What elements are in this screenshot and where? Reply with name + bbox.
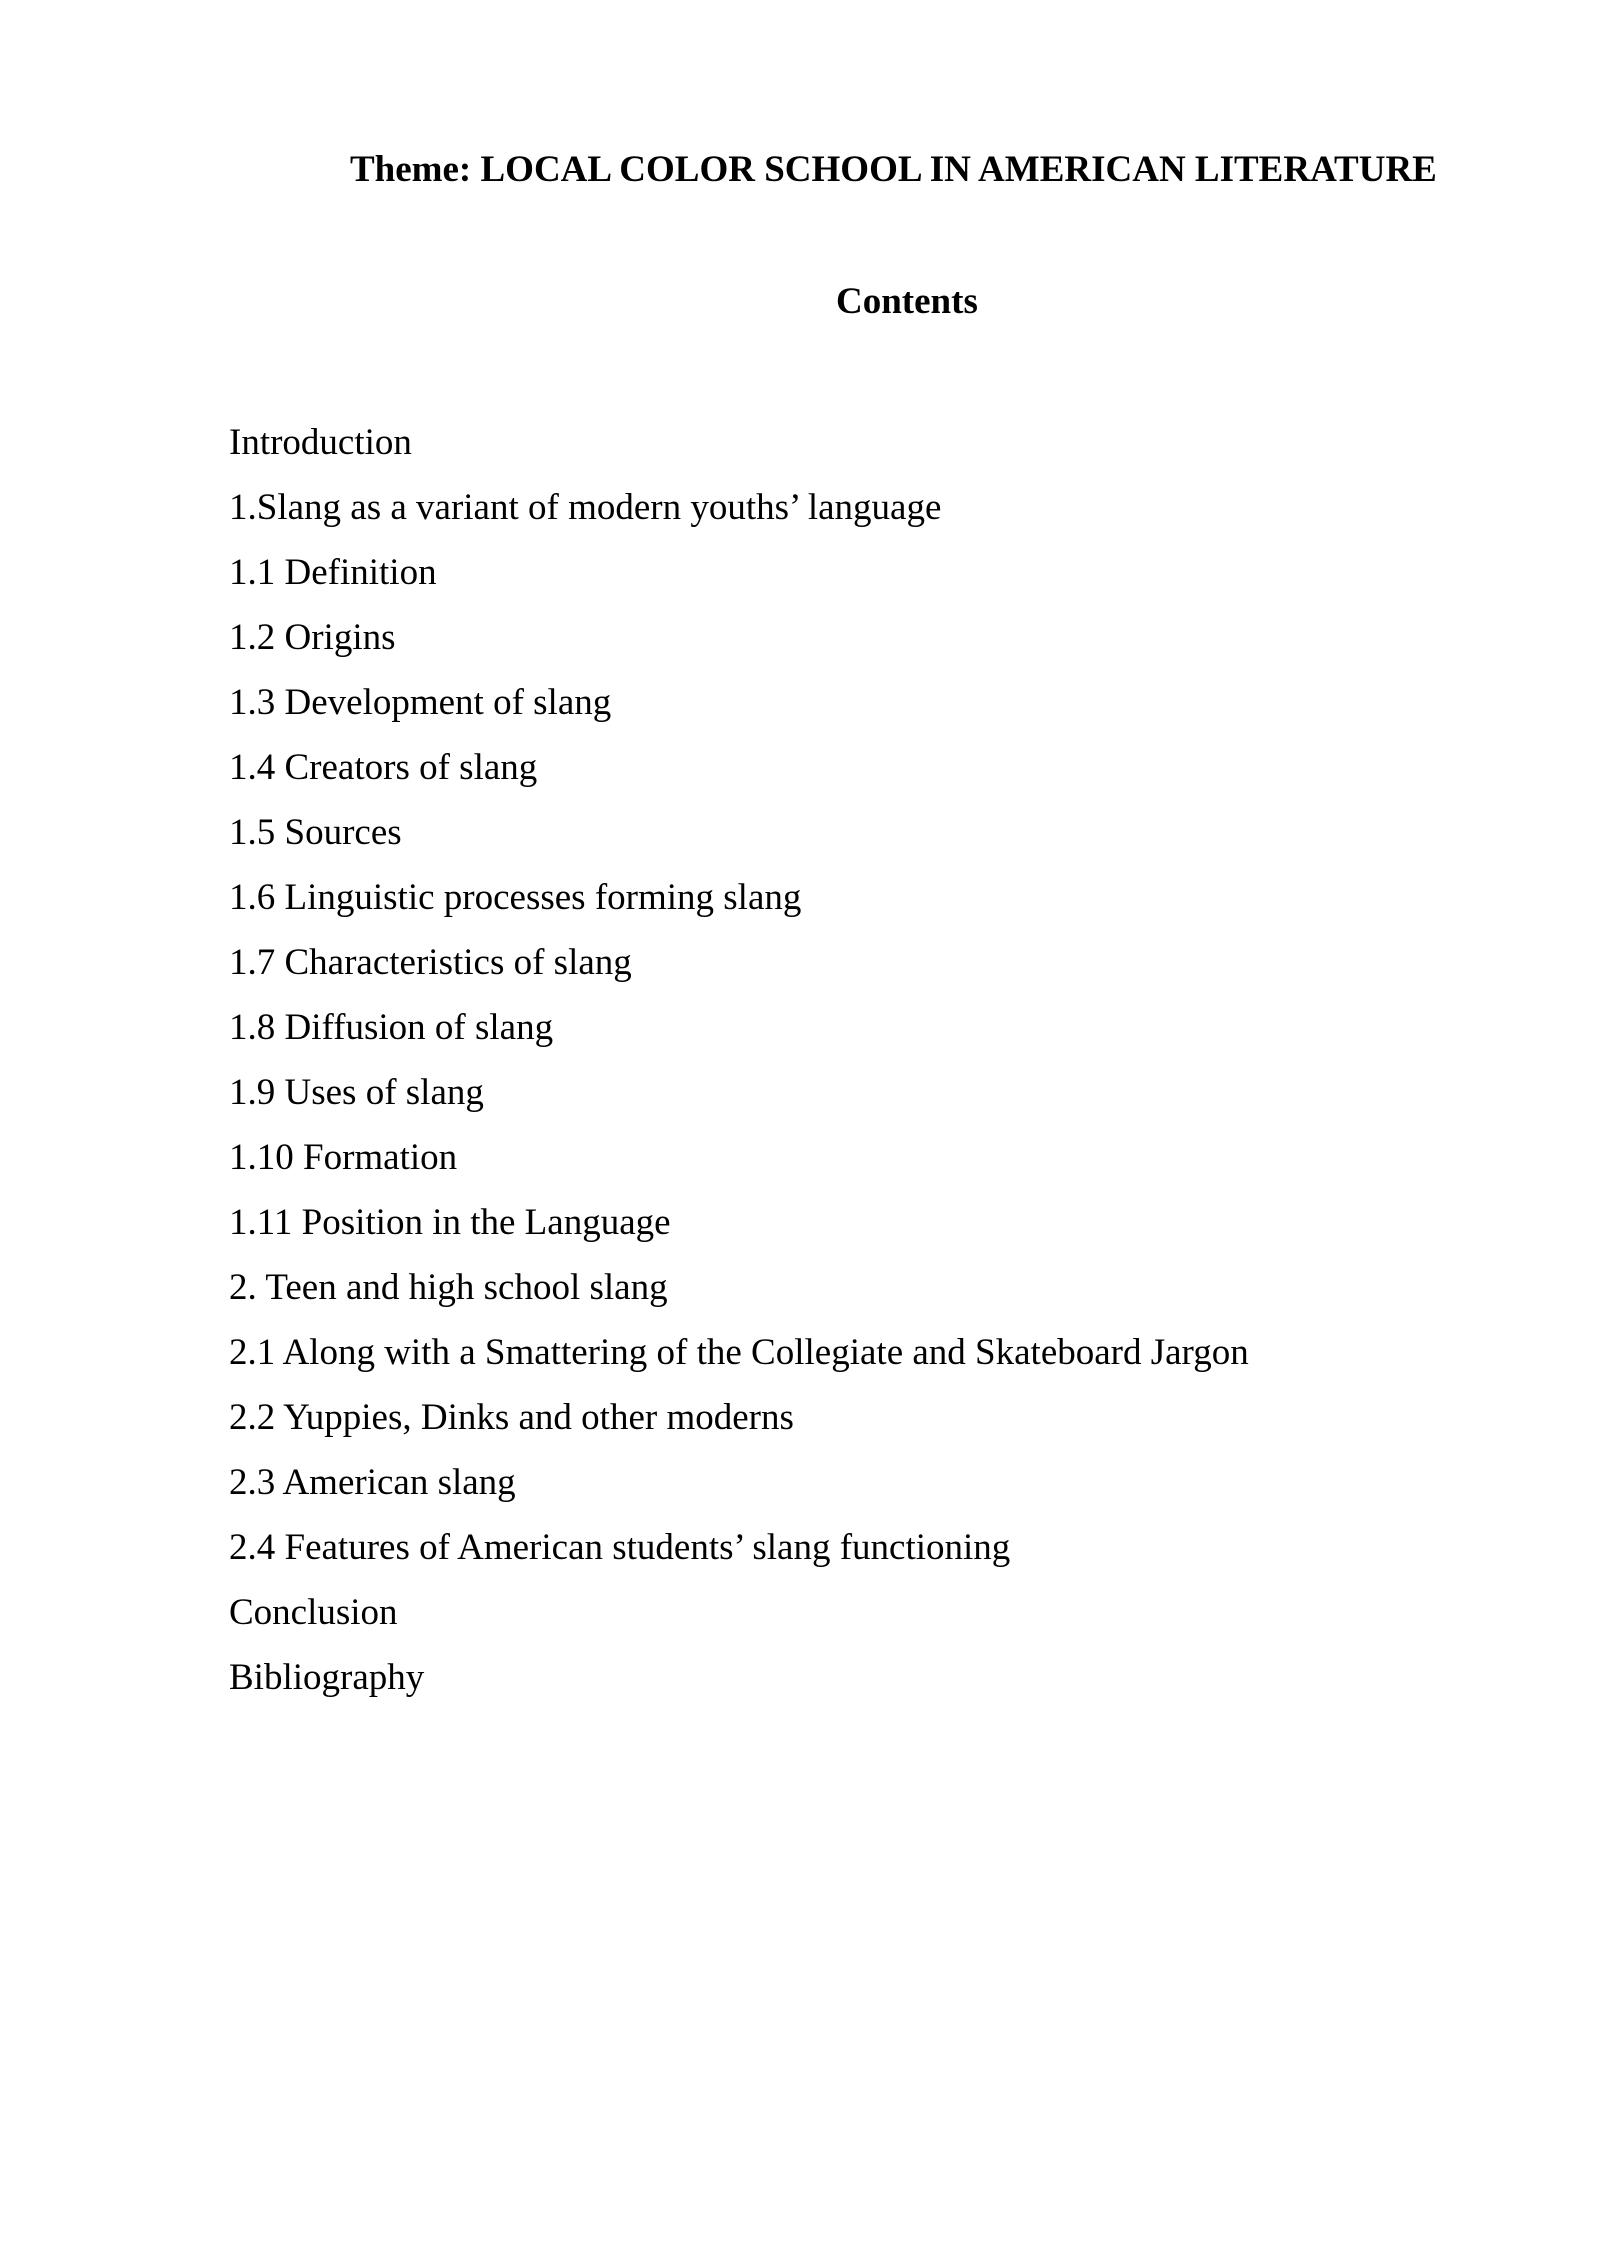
toc-item-1-6: 1.6 Linguistic processes forming slang xyxy=(229,877,802,918)
toc-item-1-9: 1.9 Uses of slang xyxy=(229,1072,484,1113)
toc-item-1-1: 1.1 Definition xyxy=(229,552,437,593)
page-title: Theme: LOCAL COLOR SCHOOL IN AMERICAN LITERATURE xyxy=(350,149,1437,190)
table-of-contents xyxy=(229,410,1249,1710)
toc-item-chapter-1: 1.Slang as a variant of modern youths’ language xyxy=(229,487,942,528)
toc-item-chapter-2: 2. Teen and high school slang xyxy=(229,1267,668,1308)
toc-item-1-11: 1.11 Position in the Language xyxy=(229,1202,671,1243)
toc-item-1-4: 1.4 Creators of slang xyxy=(229,747,538,788)
toc-item-1-3: 1.3 Development of slang xyxy=(229,682,612,723)
toc-item-2-4: 2.4 Features of American students’ slang functioning xyxy=(229,1527,1011,1568)
toc-item-2-1: 2.1 Along with a Smattering of the Collegiate and Skateboard Jargon xyxy=(229,1332,1249,1373)
toc-item-1-5: 1.5 Sources xyxy=(229,812,402,853)
contents-heading: Contents xyxy=(836,281,978,322)
toc-item-introduction: Introduction xyxy=(229,422,412,463)
toc-item-1-8: 1.8 Diffusion of slang xyxy=(229,1007,554,1048)
toc-item-bibliography: Bibliography xyxy=(229,1657,425,1698)
toc-item-1-10: 1.10 Formation xyxy=(229,1137,458,1178)
toc-item-2-2: 2.2 Yuppies, Dinks and other moderns xyxy=(229,1397,794,1438)
toc-item-conclusion: Conclusion xyxy=(229,1592,398,1633)
toc-item-2-3: 2.3 American slang xyxy=(229,1462,516,1503)
toc-item-1-7: 1.7 Characteristics of slang xyxy=(229,942,632,983)
toc-item-1-2: 1.2 Origins xyxy=(229,617,396,658)
